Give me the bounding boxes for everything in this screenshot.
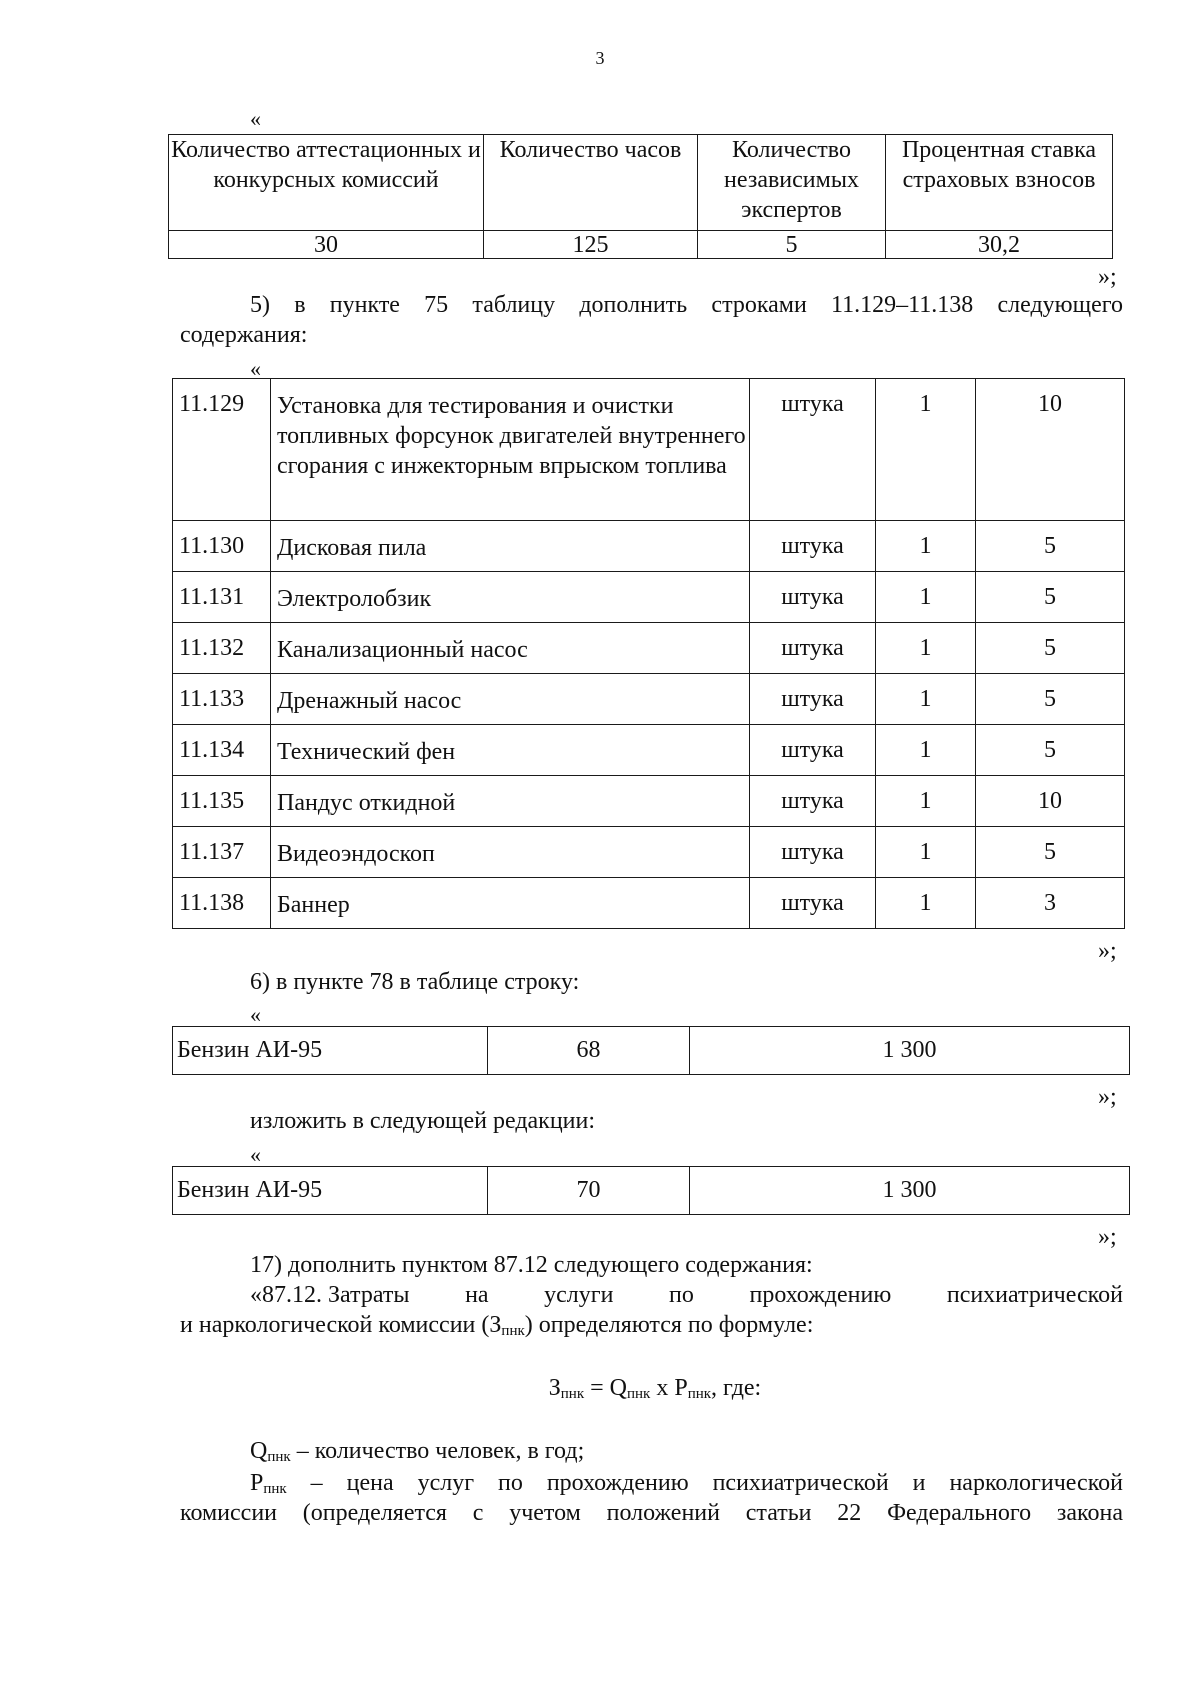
text: – цена услуг по прохождению психиатрической и наркологической xyxy=(286,1470,1123,1496)
word: на xyxy=(465,1282,489,1308)
text: ) определяются по формуле: xyxy=(524,1312,814,1338)
item17-line2 xyxy=(250,1280,1123,1310)
word: «87.12. Затраты xyxy=(250,1282,410,1308)
table-row xyxy=(173,725,1125,776)
header-experts: Количество независимых экспертов xyxy=(698,135,886,231)
row-code: 11.132 xyxy=(173,623,271,674)
row-name: Баннер xyxy=(271,878,750,929)
subscript: пнк xyxy=(560,1386,585,1402)
row-code: 11.137 xyxy=(173,827,271,878)
item17-line3 xyxy=(180,1310,813,1346)
commissions-table xyxy=(168,134,1113,259)
close-quote-2: »; xyxy=(1098,938,1117,964)
word: по xyxy=(669,1282,694,1308)
table-row xyxy=(173,878,1125,929)
open-quote-1: « xyxy=(250,106,261,131)
formula-z: З xyxy=(548,1375,561,1401)
table-row xyxy=(173,623,1125,674)
text: – количество человек, в год; xyxy=(290,1438,585,1464)
row-qty: 1 xyxy=(876,379,976,521)
value-hours: 125 xyxy=(484,231,698,259)
word: услуги xyxy=(544,1282,614,1308)
row-years: 5 xyxy=(976,827,1125,878)
fuel-table-new xyxy=(172,1166,1130,1215)
table-row xyxy=(173,827,1125,878)
row-unit: штука xyxy=(750,674,876,725)
fuel-value1: 70 xyxy=(488,1167,690,1215)
row-name: Установка для тестирования и очистки топливных форсунок двигателей внутреннего сгорания с инжекторным впрыском топлива xyxy=(271,379,750,521)
fuel-value2: 1 300 xyxy=(690,1027,1130,1075)
row-code: 11.134 xyxy=(173,725,271,776)
row-unit: штука xyxy=(750,725,876,776)
definition-q xyxy=(250,1436,584,1472)
subscript: пнк xyxy=(627,1386,651,1402)
item5-line1: 5) в пункте 75 таблицу дополнить строками 11.129–11.138 следующего xyxy=(250,292,1123,318)
subscript: пнк xyxy=(687,1386,712,1402)
row-name: Дисковая пила xyxy=(271,521,750,572)
subscript: пнк xyxy=(263,1481,287,1497)
close-quote-3: »; xyxy=(1098,1084,1117,1110)
row-qty: 1 xyxy=(876,521,976,572)
word: прохождению xyxy=(749,1282,892,1308)
row-years: 5 xyxy=(976,623,1125,674)
item17-line1: 17) дополнить пунктом 87.12 следующего содержания: xyxy=(250,1252,813,1278)
value-experts: 5 xyxy=(698,231,886,259)
row-qty: 1 xyxy=(876,725,976,776)
row-years: 5 xyxy=(976,674,1125,725)
formula-x: х Р xyxy=(650,1375,688,1401)
subscript: пнк xyxy=(267,1449,291,1465)
row-qty: 1 xyxy=(876,878,976,929)
value-commissions: 30 xyxy=(169,231,484,259)
word: психиатрической xyxy=(946,1282,1123,1308)
row-name: Электролобзик xyxy=(271,572,750,623)
row-qty: 1 xyxy=(876,827,976,878)
row-unit: штука xyxy=(750,827,876,878)
symbol: Р xyxy=(250,1470,264,1496)
table-row xyxy=(173,1167,1130,1215)
close-quote-1: »; xyxy=(1098,264,1117,290)
row-years: 5 xyxy=(976,521,1125,572)
row-qty: 1 xyxy=(876,776,976,827)
formula-tail: , где: xyxy=(711,1375,762,1401)
fuel-name: Бензин АИ-95 xyxy=(173,1167,488,1215)
open-quote-2: « xyxy=(250,356,261,381)
fuel-value2: 1 300 xyxy=(690,1167,1130,1215)
fuel-name: Бензин АИ-95 xyxy=(173,1027,488,1075)
open-quote-3: « xyxy=(250,1002,261,1027)
symbol: Q xyxy=(250,1438,268,1464)
row-name: Технический фен xyxy=(271,725,750,776)
page-number: 3 xyxy=(595,48,605,68)
fuel-value1: 68 xyxy=(488,1027,690,1075)
value-insurance-rate: 30,2 xyxy=(886,231,1113,259)
header-hours: Количество часов xyxy=(484,135,698,231)
row-name: Видеоэндоскоп xyxy=(271,827,750,878)
row-code: 11.133 xyxy=(173,674,271,725)
table-row xyxy=(173,521,1125,572)
equipment-table xyxy=(172,378,1125,929)
formula-eq: = Q xyxy=(584,1375,627,1401)
table-row xyxy=(173,1027,1130,1075)
table-row xyxy=(173,572,1125,623)
row-years: 3 xyxy=(976,878,1125,929)
item6-text: 6) в пункте 78 в таблице строку: xyxy=(250,969,580,995)
row-unit: штука xyxy=(750,572,876,623)
row-unit: штука xyxy=(750,623,876,674)
item5-line2: содержания: xyxy=(180,322,308,348)
row-years: 10 xyxy=(976,379,1125,521)
row-years: 5 xyxy=(976,572,1125,623)
table-row xyxy=(173,776,1125,827)
row-code: 11.130 xyxy=(173,521,271,572)
row-name: Канализационный насос xyxy=(271,623,750,674)
table-row xyxy=(169,231,1113,259)
close-quote-4: »; xyxy=(1098,1224,1117,1250)
open-quote-4: « xyxy=(250,1142,261,1167)
row-code: 11.129 xyxy=(173,379,271,521)
text: и наркологической комиссии (З xyxy=(180,1312,502,1338)
row-unit: штука xyxy=(750,776,876,827)
row-code: 11.138 xyxy=(173,878,271,929)
table-header-row xyxy=(169,135,1113,231)
table-row xyxy=(173,674,1125,725)
table-row xyxy=(173,379,1125,521)
row-name: Пандус откидной xyxy=(271,776,750,827)
row-qty: 1 xyxy=(876,572,976,623)
row-years: 10 xyxy=(976,776,1125,827)
subscript: пнк xyxy=(501,1323,525,1339)
row-unit: штука xyxy=(750,878,876,929)
fuel-table-old xyxy=(172,1026,1130,1075)
row-unit: штука xyxy=(750,521,876,572)
formula xyxy=(0,1373,1200,1409)
header-insurance-rate: Процентная ставка страховых взносов xyxy=(886,135,1113,231)
header-commissions: Количество аттестационных и конкурсных комиссий xyxy=(169,135,484,231)
definition-p-cont: комиссии (определяется с учетом положений статьи 22 Федерального закона xyxy=(180,1500,1123,1526)
row-years: 5 xyxy=(976,725,1125,776)
row-unit: штука xyxy=(750,379,876,521)
row-code: 11.135 xyxy=(173,776,271,827)
row-code: 11.131 xyxy=(173,572,271,623)
item6-restate: изложить в следующей редакции: xyxy=(250,1108,596,1134)
row-name: Дренажный насос xyxy=(271,674,750,725)
row-qty: 1 xyxy=(876,674,976,725)
row-qty: 1 xyxy=(876,623,976,674)
